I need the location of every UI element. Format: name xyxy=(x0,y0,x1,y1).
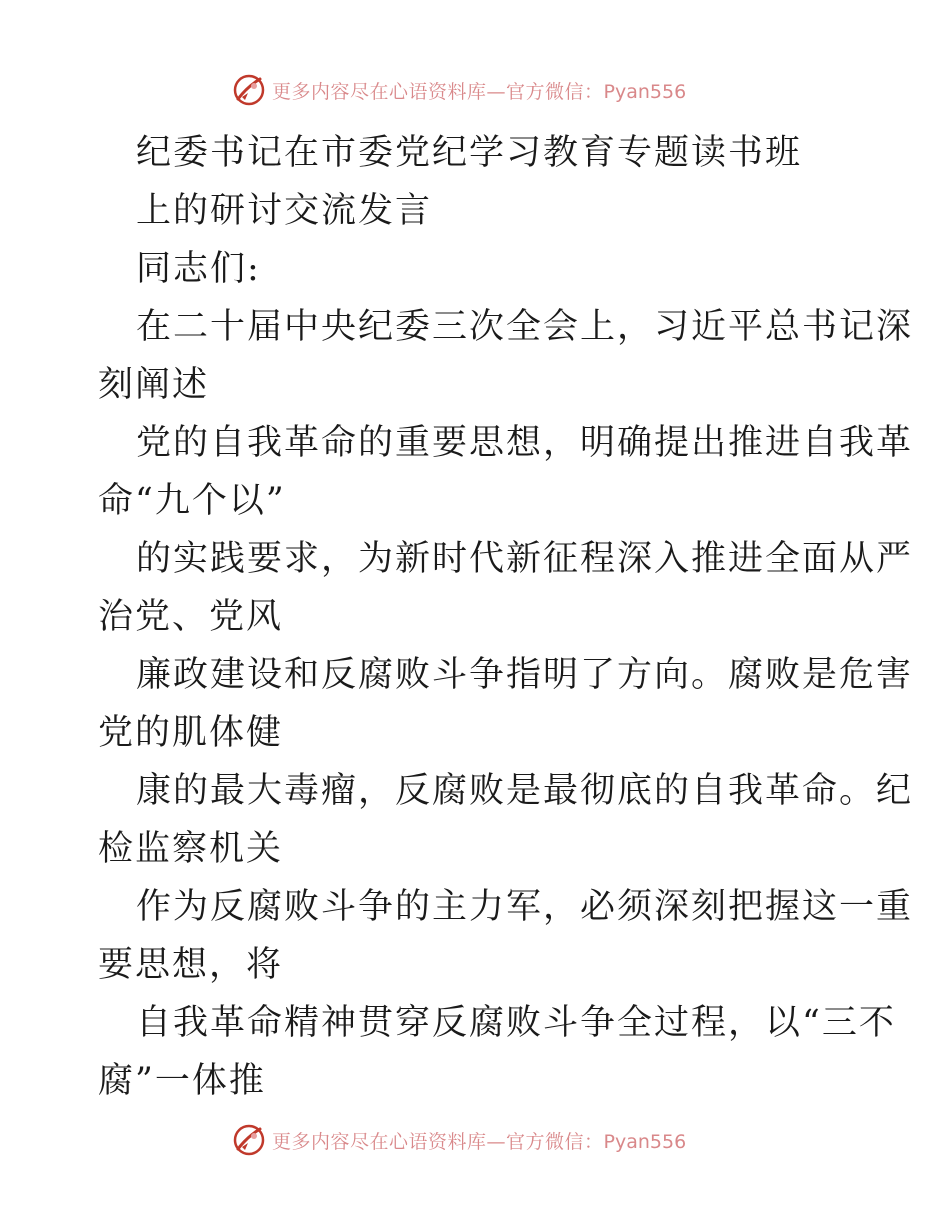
title-line-1: 纪委书记在市委党纪学习教育专题读书班 xyxy=(136,133,803,173)
paragraph-line: 命“九个以” xyxy=(98,481,286,521)
paragraph-line: 治党、党风 xyxy=(98,597,284,637)
paragraph-line: 廉政建设和反腐败斗争指明了方向。腐败是危害 xyxy=(136,655,914,695)
wechat-id: Pyan556 xyxy=(603,80,687,103)
wechat-id: Pyan556 xyxy=(603,1130,687,1153)
paragraph-line: 党的自我革命的重要思想，明确提出推进自我革 xyxy=(136,423,914,463)
paragraph-line: 党的肌体健 xyxy=(98,713,284,753)
paragraph-line: 自我革命精神贯穿反腐败斗争全过程，以“三不 xyxy=(136,1003,896,1043)
footer-banner xyxy=(232,1122,722,1158)
paragraph-line: 作为反腐败斗争的主力军，必须深刻把握这一重 xyxy=(136,887,914,927)
paragraph-line: 在二十届中央纪委三次全会上，习近平总书记深 xyxy=(136,307,914,347)
paragraph-line: 的实践要求，为新时代新征程深入推进全面从严 xyxy=(136,539,914,579)
title-line-2: 上的研讨交流发言 xyxy=(136,191,433,231)
pen-logo-icon xyxy=(232,1123,266,1157)
paragraph-line: 腐”一体推 xyxy=(98,1061,266,1101)
banner-text: 更多内容尽在心语资料库—官方微信：Pyan556 xyxy=(272,80,687,103)
banner-text: 更多内容尽在心语资料库—官方微信：Pyan556 xyxy=(272,1130,687,1153)
paragraph-line: 康的最大毒瘤，反腐败是最彻底的自我革命。纪 xyxy=(136,771,914,811)
paragraph-line: 检监察机关 xyxy=(98,829,284,869)
header-banner xyxy=(232,72,722,108)
paragraph-line: 刻阐述 xyxy=(98,365,210,405)
document-body xyxy=(98,124,914,1110)
paragraph-line: 要思想，将 xyxy=(98,945,284,985)
pen-logo-icon xyxy=(232,73,266,107)
salutation: 同志们: xyxy=(136,249,261,289)
